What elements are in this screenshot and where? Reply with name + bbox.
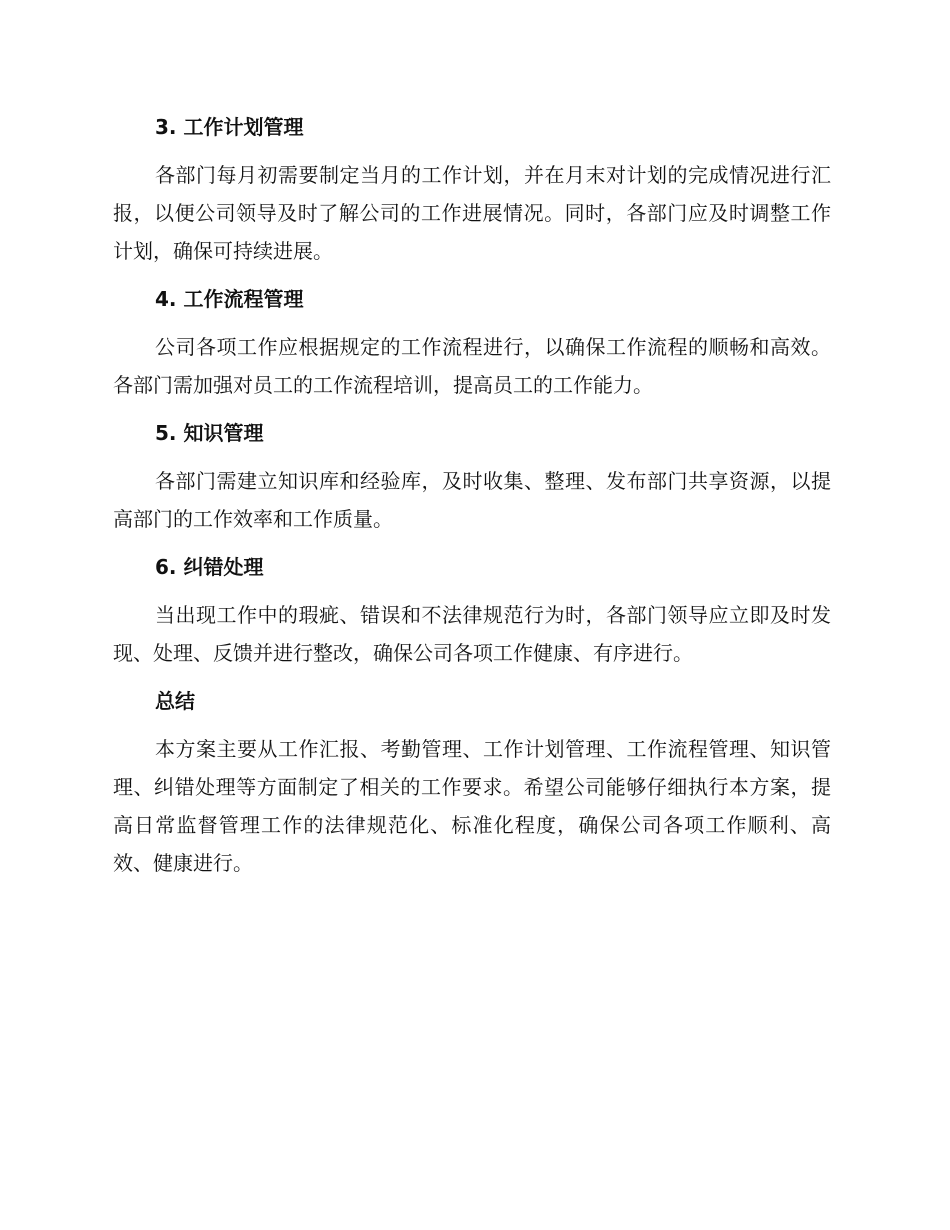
section-paragraph: 各部门每月初需要制定当月的工作计划，并在月末对计划的完成情况进行汇报，以便公司领导及时了解公司的工作进展情况。同时，各部门应及时调整工作计划，确保可持续进展。 xyxy=(113,163,831,263)
section-paragraph: 当出现工作中的瑕疵、错误和不法律规范行为时，各部门领导应立即及时发现、处理、反馈并进行整改，确保公司各项工作健康、有序进行。 xyxy=(113,603,831,665)
section-heading: 6. 纠错处理 xyxy=(155,555,264,579)
section-error-correction xyxy=(113,548,831,672)
section-heading: 总结 xyxy=(155,689,195,713)
section-heading: 3. 工作计划管理 xyxy=(155,115,304,139)
section-paragraph: 公司各项工作应根据规定的工作流程进行，以确保工作流程的顺畅和高效。各部门需加强对员工的工作流程培训，提高员工的工作能力。 xyxy=(113,335,831,397)
section-summary xyxy=(113,682,831,882)
section-work-plan-management xyxy=(113,108,831,270)
section-paragraph: 各部门需建立知识库和经验库，及时收集、整理、发布部门共享资源，以提高部门的工作效率和工作质量。 xyxy=(113,469,831,531)
section-workflow-management xyxy=(113,280,831,404)
section-paragraph: 本方案主要从工作汇报、考勤管理、工作计划管理、工作流程管理、知识管理、纠错处理等方面制定了相关的工作要求。希望公司能够仔细执行本方案，提高日常监督管理工作的法律规范化、标准化程度，确保公司各项工作顺利、高效、健康进行。 xyxy=(113,737,831,875)
section-heading: 4. 工作流程管理 xyxy=(155,287,304,311)
section-knowledge-management xyxy=(113,414,831,538)
document-content xyxy=(113,108,831,892)
section-heading: 5. 知识管理 xyxy=(155,421,264,445)
